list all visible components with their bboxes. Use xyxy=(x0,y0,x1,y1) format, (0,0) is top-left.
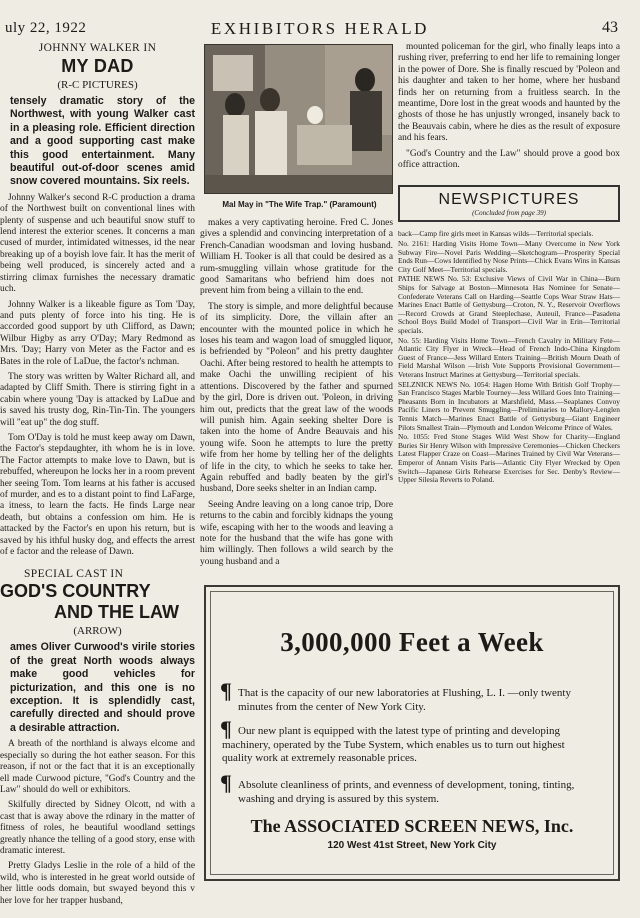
review-lead: tensely dramatic story of the Northwest, with young Walker cast in a pleasing role. Efficient direction and a good supporting cast make this good entertainment. Many beautiful out-of-door scenes amid snow covered mountains. Six reels. xyxy=(10,95,195,188)
review-title-line-2: AND THE LAW xyxy=(54,602,179,623)
ad-point xyxy=(220,716,594,766)
film-still-photo xyxy=(204,44,393,194)
page-header xyxy=(0,18,640,40)
review-paragraph: Skilfully directed by Sidney Olcott, nd with a cast that is away above the rdinary in the matter of fitness of roles, he beautiful woodland settings greatly nhance the telling of a good story, ense with dramatic interest. xyxy=(0,800,195,856)
review-paragraph: Johnny Walker's second R-C production a drama of the Northwest built on conventional lines with plenty of suspense and uch beautiful snow stuff to lend interest the exterior scenes. It concerns a man cused of murder, intimidated witnesses, id the near breaking up of a boyish love fair. It has the merit of being well produced, is sincerely acted and a stirring climax furnishes the necessary dramatic uch. xyxy=(0,192,195,295)
ad-point-text: Our new plant is equipped with the latest type of printing and developing machinery, operated by the Tube System, which enables us to turn out highest quality work at extremely reasonable prices. xyxy=(222,725,565,764)
review-paragraph: Tom O'Day is told he must keep away om Dawn, the Factor's stepdaughter, ith whom he is in love. The Factor attempts to make love to Dawn, but is rebuffed, whereupon he locks her in a room prevent her seeing Tom. Tom learns at his father is accused of murder, and es to a distant point to find LaFarge, a itness, to learn the facts. He finds Large near death, but obtains a confession om him. He is attacked by the Factor's en upon his return, but is saved by his ithful husky dog, and effects the arrest of e factor and the release of Dawn. xyxy=(0,432,195,558)
review-title: MY DAD xyxy=(61,56,134,76)
ad-point-text: That is the capacity of our new laboratories at Flushing, L. I. —only twenty minutes from the center of New York City. xyxy=(238,687,571,713)
right-column xyxy=(398,42,620,486)
newsreel-item: SELZNICK NEWS No. 1054: Hagen Home With British Golf Trophy—San Francisco Stages Marble Tourney—Jess Willard Goes Into Training—Pheasants Born in Incubators at Marshfield, Mass.—Seaplanes Convoy Pacific Liners to Prevent Smuggling—Preliminaries to Mallory-Lenglen Tennis Match—Marines Enact Battle of Gettysburg—Giant Engineer Pilots Smallest Train—Plymouth and London Welcome Prince of Wales. xyxy=(398,379,620,432)
newspictures-title: NEWSPICTURES xyxy=(438,191,580,209)
review-paragraph: Pretty Gladys Leslie in the role of a hild of the wild, who is interested in he great world outside of her little oods domain, but swayed beyond this v her love for her trapper husband, xyxy=(0,861,195,906)
newspictures-subtitle: (Concluded from page 39) xyxy=(472,209,546,218)
review-reviewer: JOHNNY WALKER IN xyxy=(38,42,157,54)
ad-company-address: 120 West 41st Street, New York City xyxy=(327,840,497,851)
review-producer: (ARROW) xyxy=(73,625,122,638)
magazine-title: EXHIBITORS HERALD xyxy=(210,19,430,38)
review-paragraph: mounted policeman for the girl, who finally leaps into a rushing river, preferring to end her life to remaining longer in the power of Dore. She is finally rescued by 'Poleon and his daughter and taken to her home, where her husband finds her on returning from a fruitless search. In the meantime, Dore lost in the great woods and haunted by the ghosts of those he has unjustly wronged, insanely back to the Beauvais cabin, where he dies as the result of exposure and his fears. xyxy=(398,42,620,144)
page-number: 43 xyxy=(602,19,618,36)
middle-column xyxy=(200,218,393,572)
ad-company-name: The ASSOCIATED SCREEN NEWS, Inc. xyxy=(250,816,574,836)
newsreel-item: No. 2161: Harding Visits Home Town—Many Overcome in New York Subway Fire—Novel Paris Wedding—Sketchogram—Prosperity Special Ends Run—Cows Identified by Nose Prints—Chick Evans Wins in Kansas City Golf Meet—Territorial specials. xyxy=(398,239,620,274)
review-paragraph: Seeing Andre leaving on a long canoe trip, Dore returns to the cabin and forcibly kidnaps the young wife, escaping with her to the woods and leaving a note for the husband that the wife has gone with him willingly. Then follows a wild search by the young husband and a xyxy=(200,499,393,567)
review-paragraph: The story was written by Walter Richard all, and adapted by Cliff Smith. There is stirring fight in a cabin where young 'Day is attacked by LaDue and is saved his trusty dog, Rin-Tin-Tin. The youngers will "eat up" the dog stuff. xyxy=(0,371,195,428)
review-paragraph: The story is simple, and more delightful because of its simplicity. Dore, the villain after an encounter with the mounted police in which he loses his team and wagon load of smuggled liquor, is befriended by "Poleon" and his pretty daughter Oachi. After being restored to health he attempts to make Oachi the unwilling recipient of his attentions. Discovered by the father and spurned by the girl, Dore is driven out. 'Poleon, in driving him out, predicts that the great law of the woods will punish him. Again seeking shelter Dore is taken into the home of Andre Beauvais and his young wife. Soon he attempts to lure the pretty wife from her home by telling her of the delights of life in the city, to which he seeks to take her. Again rebuffed and badly beaten by the girl's husband, Dore seeks shelter in an Indian camp. xyxy=(200,301,393,495)
ad-point-text: Absolute cleanliness of prints, and evenness of development, toning, tinting, washing and drying is assured by this system. xyxy=(238,779,575,805)
film-still-illustration xyxy=(205,45,392,193)
newspictures-heading-box xyxy=(398,185,620,222)
ad-headline: 3,000,000 Feet a Week xyxy=(280,627,544,657)
newsreel-item: No. 1055: Fred Stone Stages Wild West Show for Charity—England Buries Sir Henry Wilson with Impressive Ceremonies—Chicken Checkers Latest Flapper Craze on Coast—Marines Trained by Civil War Veterans—Emperor of Annam Visits Paris—Atlantic City Flyer Wrecked by Open Switch—Japanese Girls Rehearse Exercises for Sec. Denby's Review—Upper Silesia Reverts to Poland. xyxy=(398,432,620,485)
newsreel-item: No. 55: Harding Visits Home Town—French Cavalry in Military Fete—Atlantic City Flyer in Wreck—Head of French Indo-China Kingdom Guest of France—Jess Willard Enters Training—British Mourn Death of Field Marshal Wilson —Irish Vote Supports Provisional Government—Veterans Instruct Marines at Gettysburg—Territorial specials. xyxy=(398,335,620,379)
review-reviewer: SPECIAL CAST IN xyxy=(24,568,124,581)
review-paragraph: makes a very captivating heroine. Fred C. Jones gives a splendid and convincing interpretation of a French-Canadian woodsman and loving husband. William H. Tooker is all that could be desired as a rum-smuggling villain whose gratitude for the good Samaritans who befriend him does not prevent him from being a villain to the end. xyxy=(200,218,393,297)
ad-point xyxy=(220,770,578,806)
newsreel-item: PATHE NEWS No. 53: Exclusive Views of Civil War in China—Burn Ships for Salvage at Boston—Minnesota Has Nominee for Senate—Confederate Veterans Call on Harding—Seattle Cops Wear Straw Hats—Marines Enact Battle of Gettysburg—Croton, N. Y., Reservoir Overflows —Record Crowds at Grand Steeplechase, Auteuil, France—Pasadena School Boys Build Model of Transport—Civil War in Erin—Territorial specials. xyxy=(398,274,620,335)
pilcrow-icon: ¶ xyxy=(220,678,232,703)
pilcrow-icon: ¶ xyxy=(220,716,232,741)
review-producer: (R-C PICTURES) xyxy=(57,79,138,91)
ad-point xyxy=(220,678,578,714)
issue-date: uly 22, 1922 xyxy=(5,20,87,36)
review-section-2 xyxy=(0,568,195,907)
review-paragraph: "God's Country and the Law" should prove a good box office attraction. xyxy=(398,148,620,171)
photo-caption: Mal May in "The Wife Trap." (Paramount) xyxy=(222,200,377,209)
associated-screen-news-ad xyxy=(204,585,620,881)
review-title-line-1: GOD'S COUNTRY xyxy=(0,581,151,602)
review-paragraph: Johnny Walker is a likeable figure as Tom 'Day, and puts plenty of force into his ting. He is accorded good support by uth Clifford, as Dawn; Wilbur Higby as arry O'Day; Mary Redmond as Mrs. 'Day; Harry von Meter as the Factor and es Bates in the role of LaDue, the factor's nchman. xyxy=(0,299,195,367)
left-column xyxy=(0,42,195,911)
review-lead: ames Oliver Curwood's virile stories of the great North woods always make good vehicles for picturization, and this one is no exception. It is splendidly cast, carefully directed and should prove a desirable attraction. xyxy=(10,641,195,734)
pilcrow-icon: ¶ xyxy=(220,770,232,795)
newsreel-item: back—Camp fire girls meet in Kansas wilds—Territorial specials. xyxy=(398,229,594,239)
review-paragraph: A breath of the northland is always elcome and especially so during the hot eather season. For this reason, if not or the fact that it is an exceptionally ell made Curwood picture, "God's Country and the Law" should do well or exhibitors. xyxy=(0,739,195,795)
